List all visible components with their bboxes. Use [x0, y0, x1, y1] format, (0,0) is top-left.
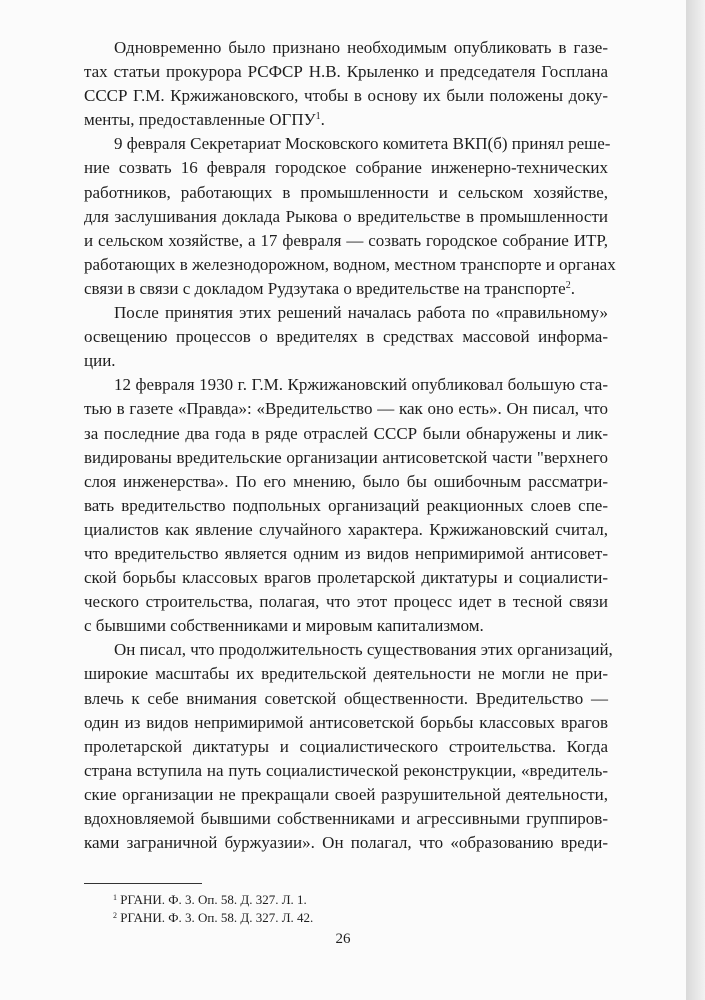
text-line-content: Он писал, что продолжительность существования этих организаций, [114, 640, 613, 660]
text-line-content: освещению процессов о вредителях в средствах массовой информа- [84, 327, 608, 347]
text-line [84, 759, 608, 783]
text-line [84, 831, 608, 855]
text-line [84, 638, 613, 662]
text-line-content: тах статьи прокурора РСФСР Н.В. Крыленко и председателя Госплана [84, 62, 608, 82]
text-line [84, 325, 608, 349]
text-line [84, 277, 608, 301]
text-line [84, 132, 611, 156]
text-line [84, 84, 608, 108]
text-line-tail: . [570, 278, 575, 298]
footnote-2-text: РГАНИ. Ф. 3. Оп. 58. Д. 327. Л. 42. [120, 910, 314, 925]
text-line-content: слоя инженерства». По его мнению, было бы ошибочным рассматри- [84, 471, 608, 491]
text-line [84, 253, 616, 277]
text-line [84, 422, 608, 446]
text-line-content: 9 февраля Секретариат Московского комитета ВКП(б) принял реше- [114, 134, 611, 154]
text-line-content: страна вступила на путь социалистической реконструкции, «вредитель- [84, 760, 608, 780]
text-line [84, 397, 608, 421]
text-line [84, 687, 608, 711]
text-line-content: 12 февраля 1930 г. Г.М. Кржижановский опубликовал большую ста- [114, 375, 608, 395]
text-line [84, 156, 608, 180]
text-line [84, 373, 608, 397]
text-line [84, 470, 608, 494]
footnote-reference: 1 [315, 111, 321, 123]
text-line-content: работников, работающих в промышленности и сельском хозяйстве, [84, 182, 608, 202]
text-line-content: ческого строительства, полагая, что этот процесс идет в тесной связи [84, 592, 608, 612]
text-line-content: вать вредительство подпольных организаций реакционных слоев спе- [84, 495, 608, 515]
text-line-content: и сельском хозяйстве, а 17 февраля — созвать городское собрание ИТР, [84, 230, 608, 250]
text-line-content: ками заграничной буржуазии». Он полагал, что «образованию вреди- [84, 833, 608, 853]
text-line-content: ние созвать 16 февраля городское собрание инженерно-технических [84, 158, 608, 178]
text-line-content: видированы вредительские организации антисоветской части "верхнего [84, 447, 608, 467]
text-line [84, 229, 608, 253]
footnote-1 [113, 892, 307, 908]
text-line-content: широкие масштабы их вредительской деятельности не могли не при- [84, 664, 608, 684]
page-edge-shadow [686, 0, 705, 1000]
text-line [84, 349, 608, 373]
text-line-content: работающих в железнодорожном, водном, местном транспорте и органах [84, 254, 616, 274]
text-line [84, 181, 608, 205]
body-text [84, 36, 616, 855]
text-line [84, 108, 608, 132]
text-line-content: с бывшими собственниками и мировым капитализмом. [84, 616, 484, 636]
text-line [84, 205, 608, 229]
footnote-1-text: РГАНИ. Ф. 3. Оп. 58. Д. 327. Л. 1. [120, 892, 307, 907]
text-line-content: пролетарской диктатуры и социалистического строительства. Когда [84, 736, 608, 756]
text-line-content: для заслушивания доклада Рыкова о вредительстве в промышленности [84, 206, 608, 226]
text-line-content: После принятия этих решений началась работа по «правильному» [114, 303, 608, 323]
text-line [84, 783, 608, 807]
text-line [84, 301, 608, 325]
footnote-reference: 2 [565, 279, 571, 291]
text-line-content: менты, предоставленные ОГПУ [84, 110, 316, 130]
text-line [84, 518, 608, 542]
text-line-content: что вредительство является одним из видов непримиримой антисовет- [84, 543, 608, 563]
text-line-content: вдохновляемой бывшими собственниками и агрессивными группиров- [84, 809, 608, 828]
text-line [84, 614, 608, 638]
text-line-content: тью в газете «Правда»: «Вредительство — как оно есть». Он писал, что [84, 399, 608, 419]
text-line-content: Одновременно было признано необходимым опубликовать в газе- [114, 38, 608, 57]
text-line [84, 807, 608, 831]
text-line [84, 494, 608, 518]
footnote-2 [113, 910, 313, 926]
text-line [84, 542, 608, 566]
text-line [84, 60, 608, 84]
text-line-content: циалистов как явление случайного характера. Кржижановский считал, [84, 519, 608, 539]
text-line [84, 446, 608, 470]
text-line [84, 662, 608, 686]
footnote-2-number: 2 [113, 911, 117, 920]
text-line-content: СССР Г.М. Кржижановского, чтобы в основу их были положены доку- [84, 86, 608, 106]
text-line [84, 735, 608, 759]
text-line-content: влечь к себе внимания советской общественности. Вредительство — [84, 688, 608, 708]
text-line [84, 36, 608, 60]
text-line [84, 566, 608, 590]
text-line-content: ской борьбы классовых врагов пролетарской диктатуры и социалисти- [84, 568, 608, 588]
footnote-1-number: 1 [113, 893, 117, 902]
page-number: 26 [335, 931, 351, 947]
text-line [84, 711, 608, 735]
text-line-content: связи в связи с докладом Рудзутака о вредительстве на транспорте [84, 278, 566, 298]
footnote-divider [84, 883, 202, 884]
text-line-content: ские организации не прекращали своей разрушительной деятельности, [84, 784, 608, 804]
text-line-tail: . [320, 110, 325, 130]
text-line-content: за последние два года в ряде отраслей СССР были обнаружены и лик- [84, 423, 608, 443]
text-line-content: ции. [84, 351, 116, 371]
text-line [84, 590, 608, 614]
text-line-content: один из видов непримиримой антисоветской борьбы классовых врагов [84, 712, 608, 732]
